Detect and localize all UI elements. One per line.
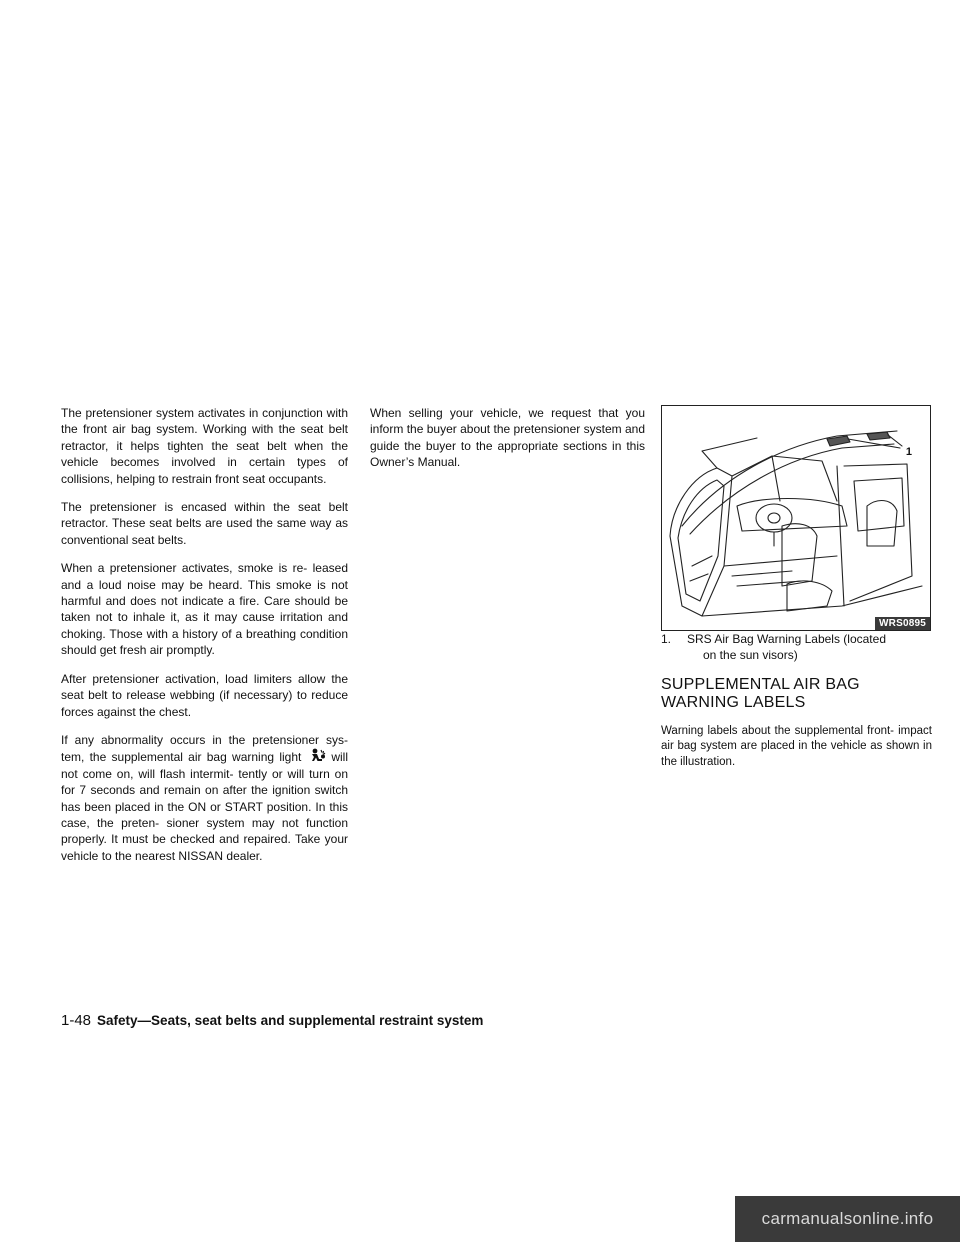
site-watermark: carmanualsonline.info <box>735 1196 960 1242</box>
heading-line-1: SUPPLEMENTAL AIR BAG <box>661 675 860 693</box>
car-interior-icon <box>662 406 931 631</box>
paragraph-text-before-icon: If any abnormality occurs in the pretensioner sys- tem, the supplemental air bag warning light <box>61 732 348 765</box>
page-number: 1-48 <box>61 1012 92 1029</box>
paragraph: The pretensioner system activates in conjunction with the front air bag system. Working with the seat belt retractor, it helps tighten the seat belt when the vehicle becomes involved in certain types of collisions, helping to restrain front seat occupants. <box>61 406 348 486</box>
paragraph: After pretensioner activation, load limiters allow the seat belt to release webbing (if necessary) to reduce forces against the chest. <box>61 671 348 719</box>
column-3 <box>661 405 932 782</box>
page-footer <box>61 1012 483 1029</box>
caption-number: 1. <box>661 632 672 646</box>
figure-caption <box>661 631 932 664</box>
car-interior-illustration <box>661 405 931 631</box>
caption-line-2: on the sun visors) <box>703 648 798 663</box>
paragraph: The pretensioner is encased within the seat belt retractor. These seat belts are used the same way as conventional seat belts. <box>61 500 348 547</box>
column-1 <box>61 405 348 876</box>
paragraph: When selling your vehicle, we request that you inform the buyer about the pretensioner system and guide the buyer to the appropriate sections in this Owner’s Manual. <box>370 406 645 470</box>
figure-callout-number: 1 <box>905 446 912 458</box>
airbag-warning-light-icon <box>309 748 329 764</box>
paragraph-with-icon <box>61 732 348 864</box>
section-heading <box>661 676 932 712</box>
paragraph-text-after-icon: will not come on, will flash intermit- tently or will turn on for 7 seconds and remain on after the ignition switch has been placed in the ON or START position. In this case, the preten- sioner system may not function properly. It must be checked and repaired. Take your vehicle to the nearest NISSAN dealer. <box>61 750 348 863</box>
paragraph: When a pretensioner activates, smoke is re- leased and a loud noise may be heard. This smoke is not harmful and does not indicate a fire. Care should be taken not to inhale it, as it may cause irritation and choking. Those with a history of a breathing condition should get fresh air promptly. <box>61 561 348 658</box>
chapter-title: Safety—Seats, seat belts and supplemental restraint system <box>97 1013 484 1028</box>
column-2 <box>370 405 645 483</box>
heading-line-2: WARNING LABELS <box>661 693 806 711</box>
paragraph: Warning labels about the supplemental front- impact air bag system are placed in the vehicle as shown in the illustration. <box>661 724 932 768</box>
caption-line-1: SRS Air Bag Warning Labels (located <box>687 632 886 646</box>
figure-code: WRS0895 <box>875 617 930 630</box>
